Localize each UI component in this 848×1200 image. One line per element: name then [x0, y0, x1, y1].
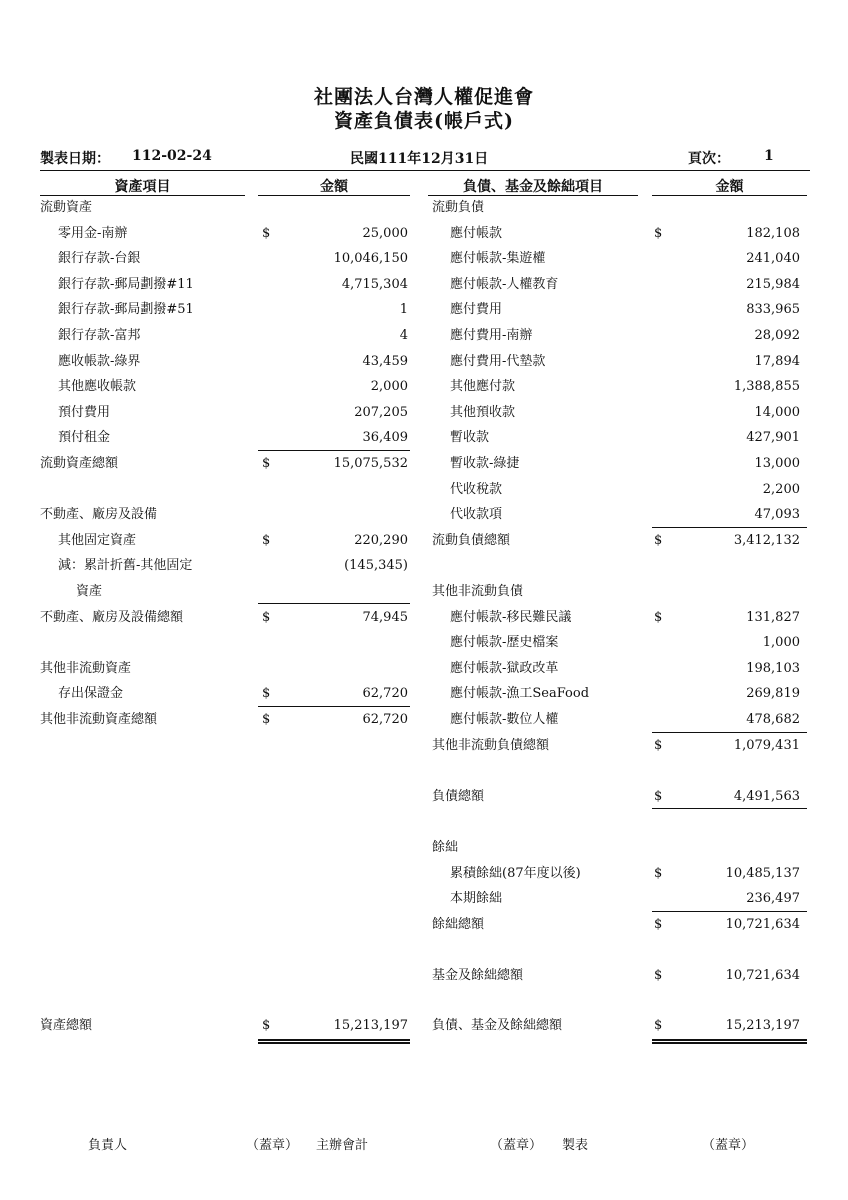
- row-amount: [290, 506, 408, 524]
- subtotal-rule: [652, 527, 807, 528]
- row-label: 零用金-南辦: [58, 225, 128, 241]
- row-amount: 131,827: [746, 609, 800, 625]
- row-label: 流動資產總額: [40, 456, 119, 471]
- row-amount: 1: [399, 302, 408, 318]
- row-label: 其他應付款: [450, 379, 516, 395]
- col-liab-item: 負債、基金及餘絀項目: [463, 179, 603, 195]
- row-label: 不動產、廠房及設備總額: [40, 609, 184, 625]
- assets-total-amount: 15,213,197: [333, 1018, 408, 1033]
- row-label: 本期餘絀: [450, 891, 503, 907]
- row-label: 流動負債: [432, 200, 485, 215]
- row-amount: 28,092: [754, 328, 800, 343]
- row-amount: 47,093: [754, 507, 800, 523]
- dollar-sign: $: [262, 456, 271, 471]
- row-amount: 10,721,634: [725, 968, 800, 983]
- stamp-1: （蓋章）: [246, 1138, 299, 1153]
- print-date-label: 製表日期：: [40, 151, 110, 167]
- row-amount: 10,485,137: [725, 865, 800, 881]
- row-amount: 220,290: [354, 532, 408, 548]
- subtotal-rule: [652, 911, 807, 912]
- row-amount: 4,491,563: [733, 788, 800, 804]
- page-label: 頁次：: [688, 151, 730, 167]
- row-amount: 1,000: [762, 635, 800, 651]
- subtotal-rule: [652, 808, 807, 809]
- row-amount: 2,000: [370, 379, 408, 395]
- row-label: 累積餘絀(87年度以後): [450, 865, 581, 881]
- row-amount: 14,000: [754, 404, 800, 420]
- dollar-sign: $: [262, 1018, 271, 1033]
- dollar-sign: $: [262, 532, 271, 548]
- row-amount: 182,108: [746, 225, 800, 241]
- row-amount: 3,412,132: [733, 532, 800, 548]
- row-amount: 25,000: [362, 225, 408, 241]
- row-amount: 74,945: [362, 609, 408, 625]
- row-label: 應付帳款-漁工SeaFood: [450, 686, 590, 702]
- row-amount: [680, 762, 800, 780]
- stamp-3: （蓋章）: [702, 1138, 755, 1153]
- row-label: 其他非流動負債: [432, 584, 524, 599]
- dollar-sign: $: [262, 712, 271, 727]
- sig-accountant: 主辦會計: [316, 1138, 369, 1153]
- row-amount: 10,721,634: [725, 916, 800, 932]
- row-amount: [290, 660, 408, 678]
- row-amount: 241,040: [746, 251, 800, 267]
- row-amount: 269,819: [746, 686, 800, 702]
- row-amount: 427,901: [746, 430, 800, 446]
- dollar-sign: $: [262, 686, 271, 702]
- row-label: 應付費用-南辦: [450, 328, 533, 343]
- row-amount: [680, 813, 800, 831]
- row-label: 減：累計折舊-其他固定: [58, 558, 193, 574]
- row-amount: 15,075,532: [333, 456, 408, 471]
- subtotal-rule: [258, 450, 410, 451]
- dollar-sign: $: [654, 532, 663, 548]
- row-label: 餘絀: [432, 840, 459, 855]
- row-amount: 36,409: [362, 430, 408, 446]
- row-label: 應收帳款-綠界: [58, 353, 141, 369]
- report-title: 資產負債表(帳戶式): [334, 110, 514, 132]
- row-label: 應付帳款-歷史檔案: [450, 635, 559, 651]
- row-amount: [290, 634, 408, 652]
- stamp-2: （蓋章）: [490, 1138, 543, 1153]
- row-label: 其他非流動資產總額: [40, 712, 158, 727]
- row-label: 銀行存款-台銀: [58, 251, 141, 267]
- double-rule: [652, 1039, 807, 1044]
- row-amount: 198,103: [746, 660, 800, 676]
- row-label: 代收款項: [450, 507, 503, 523]
- dollar-sign: $: [654, 609, 663, 625]
- row-label: 應付帳款: [450, 225, 503, 241]
- row-label: 應付帳款-數位人權: [450, 712, 559, 727]
- row-label: 資產: [76, 584, 103, 599]
- row-amount: 10,046,150: [333, 251, 408, 267]
- subtotal-rule: [258, 603, 410, 604]
- row-amount: 17,894: [754, 353, 800, 369]
- row-label: 應付帳款-人權教育: [450, 276, 559, 292]
- row-label: 預付費用: [58, 404, 111, 420]
- dollar-sign: $: [654, 968, 663, 983]
- report-period: 民國111年12月31日: [350, 151, 489, 167]
- row-label: 預付租金: [58, 430, 111, 446]
- dollar-sign: $: [262, 609, 271, 625]
- subtotal-rule: [652, 732, 807, 733]
- dollar-sign: $: [262, 225, 271, 241]
- dollar-sign: $: [654, 737, 663, 753]
- row-amount: (145,345): [344, 558, 408, 574]
- row-amount: 1,079,431: [733, 737, 800, 753]
- liab-total-label: 負債、基金及餘絀總額: [432, 1018, 563, 1033]
- col-liab-amount: 金額: [715, 179, 744, 195]
- col-assets-amount: 金額: [320, 179, 348, 195]
- dollar-sign: $: [654, 865, 663, 881]
- col-rule: [258, 195, 410, 196]
- print-date-value: 112-02-24: [132, 148, 212, 164]
- row-label: 其他非流動資產: [40, 660, 132, 676]
- row-label: 暫收款: [450, 430, 490, 446]
- row-label: 銀行存款-郵局劃撥#51: [58, 302, 194, 318]
- subtotal-rule: [258, 706, 410, 707]
- row-amount: [290, 199, 408, 217]
- row-amount: 1,388,855: [733, 379, 800, 395]
- row-amount: 62,720: [362, 712, 408, 727]
- row-label: 不動產、廠房及設備: [40, 507, 158, 523]
- row-amount: 207,205: [354, 404, 408, 420]
- row-amount: 43,459: [362, 353, 408, 369]
- row-amount: 4: [399, 328, 408, 343]
- row-amount: [680, 557, 800, 575]
- row-label: 其他應收帳款: [58, 379, 137, 395]
- dollar-sign: $: [654, 225, 663, 241]
- row-amount: [680, 583, 800, 601]
- row-label: 其他預收款: [450, 404, 516, 420]
- row-label: 銀行存款-郵局劃撥#11: [58, 276, 194, 292]
- row-amount: 478,682: [746, 712, 800, 727]
- page-number: 1: [764, 148, 774, 164]
- col-rule: [40, 195, 245, 196]
- dollar-sign: $: [654, 916, 663, 932]
- dollar-sign: $: [654, 1018, 663, 1033]
- assets-total-label: 資產總額: [40, 1018, 93, 1033]
- row-label: 應付帳款-集遊權: [450, 251, 546, 267]
- row-label: 應付帳款-移民難民議: [450, 609, 572, 625]
- row-amount: 62,720: [362, 686, 408, 702]
- org-title: 社團法人台灣人權促進會: [313, 86, 534, 108]
- row-label: 流動資產: [40, 200, 93, 215]
- row-amount: 13,000: [754, 456, 800, 471]
- row-label: 應付帳款-獄政改革: [450, 660, 559, 676]
- row-label: 代收稅款: [450, 481, 503, 497]
- row-label: 其他固定資產: [58, 532, 137, 548]
- row-label: 銀行存款-富邦: [58, 328, 141, 343]
- col-rule: [652, 195, 807, 196]
- col-rule: [428, 195, 638, 196]
- liab-total-amount: 15,213,197: [725, 1018, 800, 1033]
- sig-preparer: 製表: [562, 1138, 589, 1153]
- row-label: 餘絀總額: [432, 916, 485, 932]
- row-amount: [680, 199, 800, 217]
- dollar-sign: $: [654, 788, 663, 804]
- col-assets-item: 資產項目: [114, 179, 171, 195]
- double-rule: [258, 1039, 410, 1044]
- row-amount: 215,984: [746, 276, 800, 292]
- row-label: 存出保證金: [58, 686, 124, 702]
- row-amount: 2,200: [762, 481, 800, 497]
- row-label: 負債總額: [432, 788, 485, 804]
- row-label: 暫收款-綠捷: [450, 456, 520, 471]
- row-amount: 236,497: [746, 891, 800, 907]
- row-amount: 4,715,304: [341, 276, 408, 292]
- row-amount: [290, 481, 408, 499]
- row-amount: [290, 583, 408, 601]
- row-label: 基金及餘絀總額: [432, 968, 524, 983]
- row-label: 其他非流動負債總額: [432, 737, 550, 753]
- row-amount: [680, 839, 800, 857]
- row-label: 流動負債總額: [432, 532, 511, 548]
- header-rule: [40, 170, 810, 171]
- row-label: 應付費用-代墊款: [450, 353, 546, 369]
- row-label: 應付費用: [450, 302, 503, 318]
- row-amount: 833,965: [746, 302, 800, 318]
- row-amount: [680, 941, 800, 959]
- sig-head: 負責人: [88, 1138, 128, 1153]
